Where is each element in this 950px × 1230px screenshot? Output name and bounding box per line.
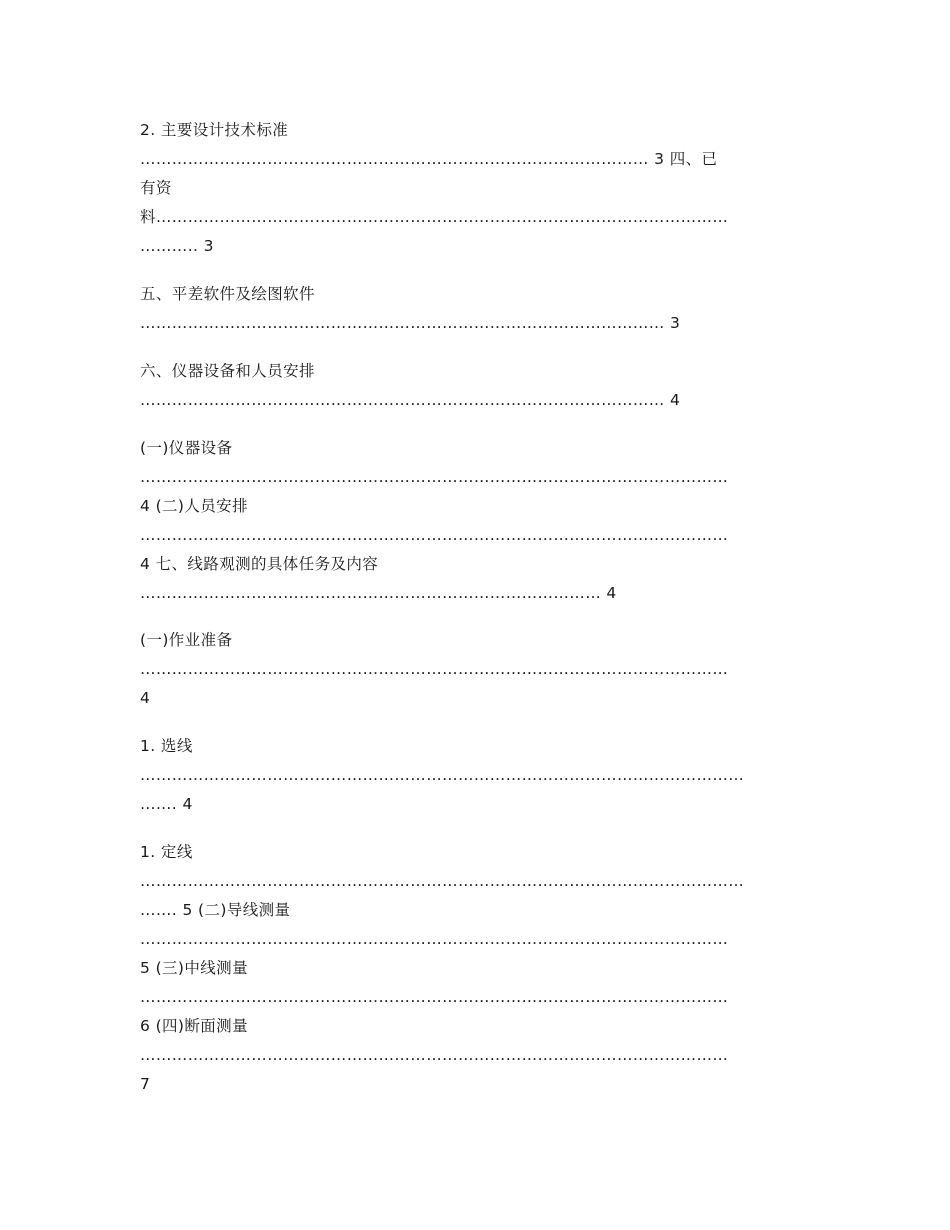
toc-line: (一)作业准备: [140, 631, 233, 649]
toc-line: 5 (三)中线测量: [140, 959, 248, 977]
toc-line: (一)仪器设备: [140, 439, 233, 457]
toc-line: …………………………………………………………………………………………………: [140, 988, 729, 1006]
toc-line: ……. 4: [140, 795, 193, 813]
toc-line: …………………………………………………………………………………………………: [140, 468, 729, 486]
toc-line: 六、仪器设备和人员安排: [140, 362, 315, 380]
toc-line: 6 (四)断面测量: [140, 1017, 248, 1035]
toc-line: ……………………………………………………………………………………… 4: [140, 391, 681, 409]
toc-line: 2. 主要设计技术标准: [140, 121, 289, 139]
toc-line: 料………………………………………………………………………………………………: [140, 208, 729, 226]
toc-line: 有资: [140, 179, 172, 197]
toc-line: 4 七、线路观测的具体任务及内容: [140, 555, 379, 573]
toc-line: ……….. 3: [140, 237, 214, 255]
toc-line: 4: [140, 689, 151, 707]
toc-line: …………………………………………………………………………………………………: [140, 930, 729, 948]
toc-line: 7: [140, 1075, 151, 1093]
toc-line: …………………………………………………………………………………………………: [140, 660, 729, 678]
toc-line: ……………………………………………………………………………………………………: [140, 872, 745, 890]
toc-line: 1. 定线: [140, 843, 193, 861]
toc-line: …………………………………………………………………………………… 3 四、已: [140, 150, 718, 168]
toc-line: ……………………………………………………………………………………… 3: [140, 314, 681, 332]
toc-line: …………………………………………………………………………… 4: [140, 584, 617, 602]
toc-line: …………………………………………………………………………………………………: [140, 526, 729, 544]
toc-line: 4 (二)人员安排: [140, 497, 248, 515]
toc-line: 五、平差软件及绘图软件: [140, 285, 315, 303]
toc-line: 1. 选线: [140, 737, 193, 755]
toc-line: …………………………………………………………………………………………………: [140, 1046, 729, 1064]
toc-line: ……. 5 (二)导线测量: [140, 901, 291, 919]
toc-line: ……………………………………………………………………………………………………: [140, 766, 745, 784]
